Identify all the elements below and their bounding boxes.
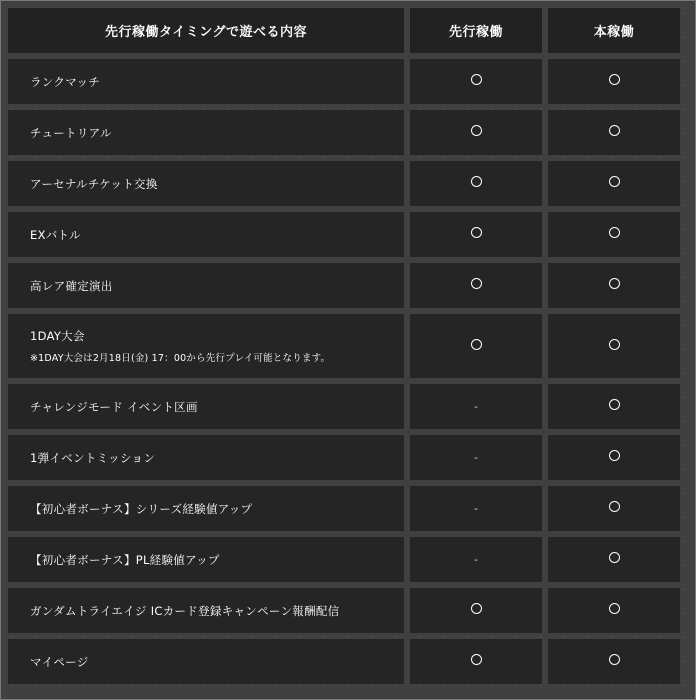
unavailable-dash: - (474, 553, 478, 566)
row-label-cell (8, 639, 404, 684)
row-label: ランクマッチ (30, 74, 101, 89)
main-launch-cell (548, 212, 680, 257)
early-launch-cell (410, 435, 542, 480)
available-circle-icon (471, 176, 482, 187)
header-row (8, 8, 680, 53)
main-launch-cell (548, 639, 680, 684)
table-row (8, 212, 680, 257)
row-label-cell (8, 486, 404, 531)
row-label: アーセナルチケット交換 (30, 176, 158, 191)
available-circle-icon (609, 654, 620, 665)
row-label: 1弾イベントミッション (30, 450, 156, 465)
row-label-cell (8, 537, 404, 582)
early-launch-cell (410, 639, 542, 684)
row-label: チュートリアル (30, 125, 112, 140)
available-circle-icon (609, 603, 620, 614)
main-launch-cell (548, 263, 680, 308)
row-label-cell (8, 263, 404, 308)
available-circle-icon (471, 339, 482, 350)
table-row (8, 639, 680, 684)
row-label-cell (8, 110, 404, 155)
row-label-cell (8, 161, 404, 206)
table-row (8, 588, 680, 633)
table-body (8, 59, 680, 684)
row-label-cell (8, 314, 404, 378)
early-launch-cell (410, 110, 542, 155)
row-label: 高レア確定演出 (30, 278, 113, 293)
table-row (8, 384, 680, 429)
table-row (8, 435, 680, 480)
table-row (8, 486, 680, 531)
available-circle-icon (471, 603, 482, 614)
early-launch-cell (410, 161, 542, 206)
row-label-cell (8, 212, 404, 257)
row-label: ガンダムトライエイジ ICカード登録キャンペーン報酬配信 (30, 603, 340, 618)
available-circle-icon (609, 450, 620, 461)
header-main-launch: 本稼働 (548, 8, 680, 53)
table-row (8, 59, 680, 104)
main-launch-cell (548, 486, 680, 531)
row-label: 【初心者ボーナス】シリーズ経験値アップ (30, 501, 253, 516)
row-label: チャレンジモード イベント区画 (30, 399, 198, 414)
available-circle-icon (471, 278, 482, 289)
row-note: ※1DAY大会は2月18日(金) 17：00から先行プレイ可能となります。 (30, 353, 331, 364)
table-row (8, 263, 680, 308)
unavailable-dash: - (474, 451, 478, 464)
available-circle-icon (609, 125, 620, 136)
main-launch-cell (548, 59, 680, 104)
early-launch-cell (410, 537, 542, 582)
available-circle-icon (609, 227, 620, 238)
available-circle-icon (609, 278, 620, 289)
unavailable-dash: - (474, 400, 478, 413)
row-label: EXバトル (30, 227, 81, 242)
header-early-launch: 先行稼働 (410, 8, 542, 53)
table-row (8, 537, 680, 582)
row-label: 【初心者ボーナス】PL経験値アップ (30, 552, 220, 567)
early-launch-cell (410, 59, 542, 104)
main-launch-cell (548, 110, 680, 155)
table-row (8, 110, 680, 155)
main-launch-cell (548, 314, 680, 378)
available-circle-icon (471, 227, 482, 238)
row-label: 1DAY大会 (30, 329, 85, 343)
early-launch-cell (410, 588, 542, 633)
row-label-cell (8, 59, 404, 104)
table-row (8, 314, 680, 378)
early-launch-cell (410, 486, 542, 531)
available-circle-icon (609, 339, 620, 350)
available-circle-icon (471, 74, 482, 85)
row-label-cell (8, 435, 404, 480)
early-launch-cell (410, 212, 542, 257)
available-circle-icon (471, 654, 482, 665)
early-launch-cell (410, 314, 542, 378)
main-launch-cell (548, 435, 680, 480)
unavailable-dash: - (474, 502, 478, 515)
available-circle-icon (609, 399, 620, 410)
available-circle-icon (609, 501, 620, 512)
early-launch-cell (410, 384, 542, 429)
main-launch-cell (548, 588, 680, 633)
availability-table (2, 2, 686, 690)
available-circle-icon (609, 74, 620, 85)
row-label: マイページ (30, 654, 89, 669)
header-content: 先行稼働タイミングで遊べる内容 (8, 8, 404, 53)
available-circle-icon (471, 125, 482, 136)
row-label-cell (8, 384, 404, 429)
available-circle-icon (609, 552, 620, 563)
table-row (8, 161, 680, 206)
main-launch-cell (548, 384, 680, 429)
available-circle-icon (609, 176, 620, 187)
main-launch-cell (548, 537, 680, 582)
early-launch-cell (410, 263, 542, 308)
row-label-cell (8, 588, 404, 633)
main-launch-cell (548, 161, 680, 206)
